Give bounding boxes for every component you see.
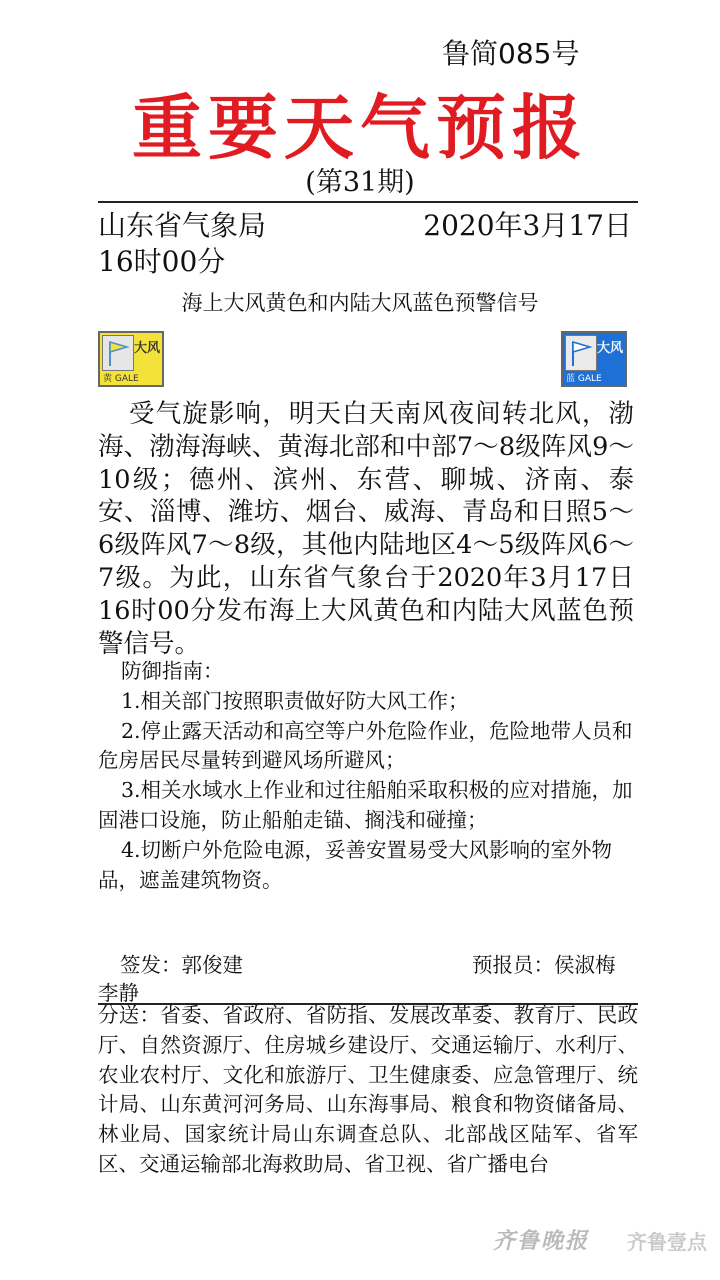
guide-item: 2.停止露天活动和高空等户外危险作业，危险地带人员和危房居民尽量转到避风场所避风； (98, 718, 633, 773)
watermark-logo: 齐鲁晚报 (493, 1228, 590, 1254)
defense-guide (98, 657, 634, 895)
forecaster-second: 李静 (98, 981, 139, 1005)
issuer: 山东省气象局 (98, 209, 267, 242)
issue-time: 16时00分 (98, 245, 226, 278)
flag-icon (565, 335, 597, 371)
guide-item: 4.切断户外危险电源，妥善安置易受大风影响的室外物品，遮盖建筑物资。 (98, 837, 613, 892)
forecast-body: 受气旋影响，明天白天南风夜间转北风，渤海、渤海海峡、黄海北部和中部7～8级阵风9～10级；德州、滨州、东营、聊城、济南、泰安、淄博、潍坊、烟台、威海、青岛和日照5～6级阵风7～8级，其他内陆地区4～5级阵风6～7级。为此，山东省气象台于2020年3月17日16时00分发布海上大风黄色和内陆大风蓝色预警信号。 (98, 399, 634, 659)
distribution-list: 分送：省委、省政府、省防指、发展改革委、教育厅、民政厅、自然资源厅、住房城乡建设厅、交通运输厅、水利厅、农业农村厅、文化和旅游厅、卫生健康委、应急管理厅、统计局、山东黄河河务局、山东海事局、粮食和物资储备局、林业局、国家统计局山东调查总队、北部战区陆军、省军区、交通运输部北海救助局、省卫视、省广播电台 (98, 1003, 638, 1176)
flag-icon (102, 335, 134, 371)
signal-chars: 大风 (134, 341, 161, 356)
page-title: 重要天气预报 (132, 87, 588, 169)
yellow-gale-signal-icon (98, 331, 164, 387)
signal-foot: 黄 GALE (103, 374, 139, 384)
signer: 签发：郭俊建 (120, 953, 243, 977)
blue-gale-signal-icon (561, 331, 627, 387)
divider-top (98, 201, 638, 203)
issue-date: 2020年3月17日 (423, 209, 632, 242)
signal-chars: 大风 (597, 341, 624, 356)
watermark-brand: 齐鲁壹点 (627, 1230, 707, 1254)
forecaster: 预报员：侯淑梅 (472, 953, 616, 977)
issue-number: (第31期) (305, 167, 415, 198)
guide-heading: 防御指南： (121, 659, 224, 683)
guide-item: 1.相关部门按照职责做好防大风工作； (121, 688, 469, 713)
guide-item: 3.相关水域水上作业和过往船舶采取积极的应对措施，加固港口设施，防止船舶走锚、搁浅和碰撞； (98, 778, 633, 832)
doc-number: 鲁简085号 (442, 37, 580, 70)
signal-foot: 蓝 GALE (566, 374, 602, 384)
signal-title: 海上大风黄色和内陆大风蓝色预警信号 (181, 291, 539, 315)
